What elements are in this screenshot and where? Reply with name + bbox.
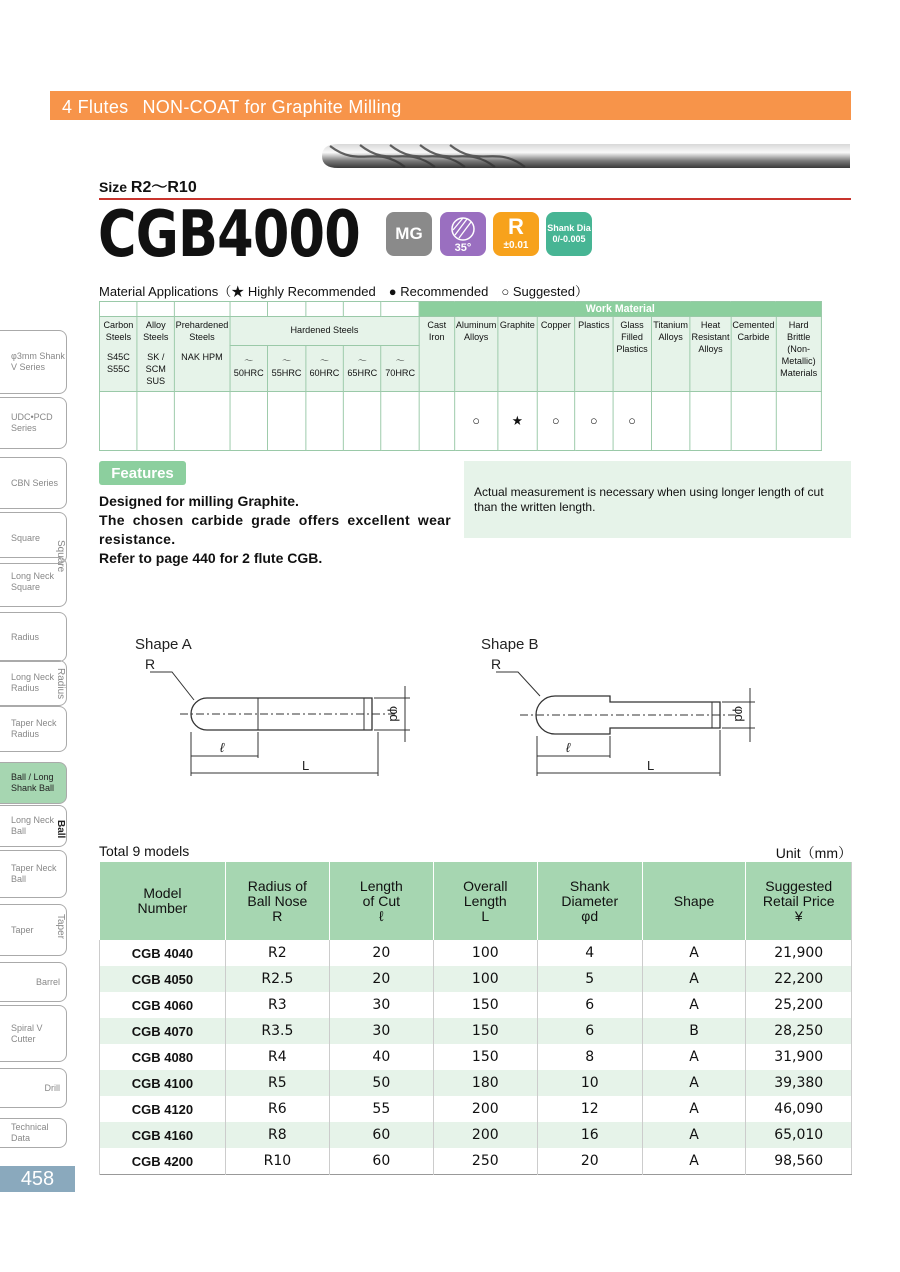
table-cell: 20 [329,966,433,992]
material-rating [419,392,454,451]
sidebar-tab[interactable] [0,850,67,898]
model-title: CGB4000 [98,198,360,272]
cast-iron: Cast Iron [419,317,454,392]
sidebar-tab-label: Ball / Long Shank Ball [11,772,55,793]
column-header-line: Radius of [247,877,307,894]
alloy-grades: SK / SCM SUS [145,352,166,387]
table-cell: 250 [433,1148,537,1175]
table-cell: 25,200 [746,992,852,1018]
prehardened-grades: NAK HPM [181,352,223,363]
table-cell: 46,090 [746,1096,852,1122]
cemented-carbide: Cemented Carbide [731,317,776,392]
table-cell: R10 [225,1148,329,1175]
table-cell: 20 [537,1148,642,1175]
end-mill-photo [320,139,852,173]
column-header-line: Ball Nose [247,892,308,909]
sidebar-tab-label: UDC•PCD Series [11,412,53,433]
copper: Copper [537,317,575,392]
carbon-grades: S45C S55C [106,352,130,375]
table-cell: A [642,1122,746,1148]
material-table [99,301,822,451]
table-cell: CGB 4050 [100,966,226,992]
table-cell: 100 [433,940,537,966]
table-cell: CGB 4100 [100,1070,226,1096]
column-header-line: φd [581,907,599,924]
material-rating [137,392,174,451]
shape-a-drawing [150,672,410,776]
table-row [100,1148,852,1175]
helix-angle-value: 35° [454,242,472,254]
column-header [329,862,433,940]
column-header-line: Shank [569,877,610,894]
sidebar-tab[interactable] [0,762,67,804]
shape-b-lcut: ℓ [566,740,571,755]
sidebar-tab-label: Long Neck Ball [11,815,55,836]
shank-tolerance-badge [546,212,592,256]
feature-line-2: The chosen carbide grade offers excellent wear resistance. [99,512,451,547]
material-rating [651,392,690,451]
sidebar-tab[interactable] [0,1118,67,1148]
material-rating: ★ [498,392,537,451]
shape-a-lcut: ℓ [220,740,225,755]
shank-tolerance: 0/-0.005 [552,234,586,244]
column-header-line: ¥ [794,907,803,924]
table-cell: 180 [433,1070,537,1096]
sidebar-tab-label: Long Neck Square [11,571,55,592]
spec-table [99,862,852,1175]
shape-a-label: Shape A [135,636,192,653]
table-cell: R5 [225,1070,329,1096]
sidebar-tab-label: Technical Data [11,1122,49,1143]
column-header-line: Length [359,877,403,894]
sidebar-tab-label: Barrel [35,976,60,987]
features-text [99,492,451,568]
plastics: Plastics [575,317,613,392]
radius-tolerance: ±0.01 [503,240,529,251]
table-cell: 12 [537,1096,642,1122]
sidebar-tab-label: Drill [44,1082,60,1093]
table-cell: A [642,1148,746,1175]
column-header [225,862,329,940]
size-range [99,174,197,197]
section-header [50,91,851,120]
shape-b-diameter: φd [732,706,747,722]
table-cell: 100 [433,966,537,992]
shape-b-loverall: L [647,758,655,773]
table-cell: CGB 4200 [100,1148,226,1175]
table-row [100,940,852,966]
table-row [100,1096,852,1122]
material-rating [343,392,381,451]
table-row [100,1070,852,1096]
table-cell: R3.5 [225,1018,329,1044]
table-cell: A [642,966,746,992]
table-cell: 200 [433,1122,537,1148]
header-flutes: 4 Flutes [62,97,129,117]
table-row [100,992,852,1018]
table-cell: R3 [225,992,329,1018]
hrc-column: ～60HRC [306,345,344,392]
table-cell: CGB 4040 [100,940,226,966]
column-header-line: Shape [673,892,715,909]
table-row [100,1044,852,1070]
table-cell: R6 [225,1096,329,1122]
size-value: R2～R10 [130,179,197,196]
radius-letter: R [508,214,524,239]
table-cell: 150 [433,1044,537,1070]
titanium-alloys: Titanium Alloys [651,317,690,392]
material-rating: ○ [613,392,651,451]
shank-label: Shank Dia [547,223,591,233]
table-cell: A [642,1070,746,1096]
helix-icon [440,212,486,242]
table-cell: A [642,1044,746,1070]
features-label: Features [99,461,186,485]
sidebar-tab[interactable] [0,706,67,752]
column-header-line: ℓ [379,907,384,924]
table-cell: A [642,1096,746,1122]
sidebar-tab-label: φ3mm Shank V Series [11,351,65,372]
table-cell: R8 [225,1122,329,1148]
shape-drawings [110,628,747,788]
feature-line-3: Refer to page 440 for 2 flute CGB. [99,550,323,566]
column-header-line: of Cut [362,892,400,909]
header-title: NON-COAT for Graphite Milling [142,97,402,117]
total-models: Total 9 models [99,843,190,859]
sidebar-tab-label: Taper Neck Ball [11,863,57,884]
table-cell: 10 [537,1070,642,1096]
table-cell: R2.5 [225,966,329,992]
table-cell: B [642,1018,746,1044]
table-cell: 6 [537,1018,642,1044]
column-header-line: Length [463,892,507,909]
sidebar-tab[interactable] [0,1068,67,1108]
unit-label: Unit（mm） [775,845,852,861]
work-material-header: Work Material [419,302,821,317]
material-legend: Material Applications（★ Highly Recommended ● Recommended ○ Suggested） [99,284,588,299]
sidebar-tab[interactable] [0,457,67,509]
table-cell: 22,200 [746,966,852,992]
column-header [100,862,226,940]
table-cell: 39,380 [746,1070,852,1096]
table-cell: R2 [225,940,329,966]
table-cell: 8 [537,1044,642,1070]
table-cell: CGB 4070 [100,1018,226,1044]
table-cell: 31,900 [746,1044,852,1070]
hrc-column: ～70HRC [381,345,419,392]
material-rating [776,392,821,451]
column-header-line: L [481,907,490,924]
sidebar-tab-label: Radius [11,631,40,642]
column-header [433,862,537,940]
table-cell: CGB 4060 [100,992,226,1018]
alloy-steels: Alloy Steels [143,320,169,343]
sidebar-tab-label: Square [11,532,41,543]
sidebar-tab-label: Taper [11,924,34,935]
table-cell: 65,010 [746,1122,852,1148]
table-cell: 20 [329,940,433,966]
graphite: Graphite [498,317,537,392]
hrc-column: ～50HRC [230,345,268,392]
material-rating [381,392,419,451]
column-header-line: Model [143,885,182,901]
heat-resistant-alloys: Heat Resistant Alloys [690,317,731,392]
table-row [100,966,852,992]
table-cell: 40 [329,1044,433,1070]
column-header-line: Diameter [561,892,619,909]
table-cell: 30 [329,992,433,1018]
table-cell: R4 [225,1044,329,1070]
table-cell: 98,560 [746,1148,852,1175]
table-cell: 21,900 [746,940,852,966]
column-header [642,862,746,940]
sidebar-tab-label: CBN Series [11,477,59,488]
table-cell: 30 [329,1018,433,1044]
column-header [746,862,852,940]
sidebar-tab[interactable] [0,330,67,394]
shape-b-label: Shape B [481,636,539,653]
table-cell: CGB 4160 [100,1122,226,1148]
table-cell: 4 [537,940,642,966]
column-header-line: Suggested [765,877,833,894]
size-label: Size [99,179,128,195]
material-rating [690,392,731,451]
table-cell: CGB 4120 [100,1096,226,1122]
table-cell: CGB 4080 [100,1044,226,1070]
material-rating: ○ [575,392,613,451]
hrc-column: ～65HRC [343,345,381,392]
material-rating [174,392,230,451]
shape-a-r: R [145,656,156,672]
material-rating: ○ [454,392,497,451]
material-rating [306,392,344,451]
hard-brittle-materials: Hard Brittle (Non-Metallic) Materials [776,317,821,392]
carbon-steels: Carbon Steels [103,320,134,343]
hardened-steels: Hardened Steels [230,317,419,346]
hrc-column: ～55HRC [268,345,306,392]
radius-tolerance-badge [493,212,539,256]
table-row [100,1018,852,1044]
table-cell: 28,250 [746,1018,852,1044]
page-number: 458 [0,1166,75,1192]
table-cell: 150 [433,1018,537,1044]
shape-a-diameter: φd [387,706,402,722]
table-row [100,1122,852,1148]
column-header-line: R [272,907,283,924]
table-cell: 60 [329,1122,433,1148]
sidebar-tab-label: Spiral V Cutter [11,1022,43,1044]
table-cell: 5 [537,966,642,992]
table-cell: A [642,940,746,966]
sidebar-tab-label: Long Neck Radius [11,672,55,693]
mg-badge: MG [386,212,432,256]
material-rating [731,392,776,451]
prehardened-steels: Prehardened Steels [175,320,229,343]
table-cell: 50 [329,1070,433,1096]
sidebar-tab[interactable] [0,962,67,1002]
column-header-line: Number [137,900,188,916]
sidebar-tab[interactable] [0,1005,67,1062]
sidebar-tab-label: Taper Neck Radius [11,718,57,739]
material-rating [268,392,306,451]
side-group-square: Square [55,540,66,573]
column-header-line: Retail Price [762,892,835,909]
shape-b-r: R [491,656,502,672]
shape-b-drawing [496,672,755,776]
table-cell: 16 [537,1122,642,1148]
feature-line-1: Designed for milling Graphite. [99,493,299,509]
material-rating [99,392,137,451]
material-rating [230,392,268,451]
sidebar-tab[interactable] [0,612,67,662]
table-cell: 60 [329,1148,433,1175]
column-header-line: Overall [463,877,508,894]
side-group-radius: Radius [55,668,66,700]
table-cell: 55 [329,1096,433,1122]
shape-a-loverall: L [302,758,310,773]
column-header [537,862,642,940]
side-group-ball: Ball [55,820,66,839]
table-cell: 200 [433,1096,537,1122]
glass-filled-plastics: Glass Filled Plastics [613,317,651,392]
aluminum-alloys: Aluminum Alloys [454,317,497,392]
measurement-note: Actual measurement is necessary when using longer length of cut than the written length. [464,461,851,538]
table-cell: A [642,992,746,1018]
helix-angle-badge [440,212,486,256]
side-group-taper: Taper [55,914,66,940]
sidebar-tab[interactable] [0,397,67,449]
material-rating: ○ [537,392,575,451]
table-cell: 150 [433,992,537,1018]
table-cell: 6 [537,992,642,1018]
